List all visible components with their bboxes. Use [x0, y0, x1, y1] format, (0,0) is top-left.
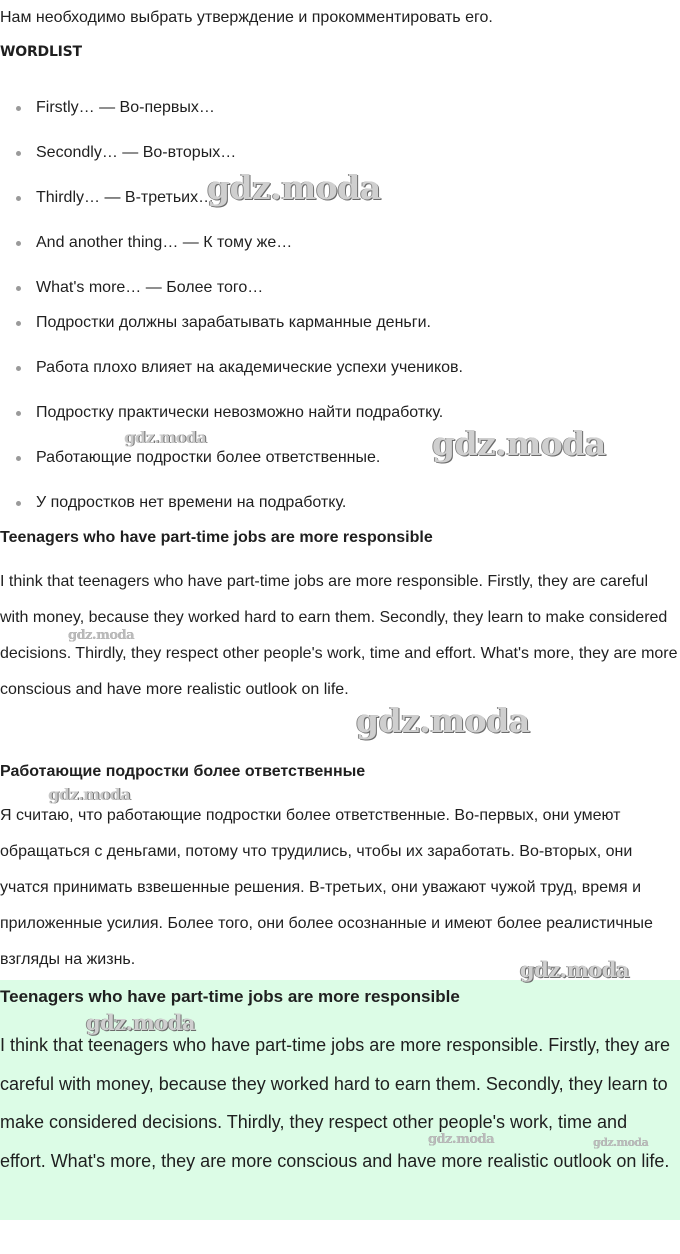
section-heading-ru: Работающие подростки более ответственные [0, 763, 366, 780]
section-heading-en: Teenagers who have part-time jobs are more responsible [0, 529, 433, 546]
paragraph-green: I think that teenagers who have part-time jobs are more responsible. Firstly, they are careful with money, because they worked hard to earn them. Secondly, they learn to make considered decisions. Thirdly, they respect other people's work, time and effort. What's more, they are more conscious and have more realistic outlook on life. [0, 1035, 670, 1171]
section-heading-green: Teenagers who have part-time jobs are more responsible [0, 987, 460, 1006]
intro-text: Нам необходимо выбрать утверждение и прокомментировать его. [0, 9, 493, 26]
bullet-icon [16, 241, 21, 246]
bullet-icon [16, 366, 21, 371]
watermark-logo: gdz.moda [86, 1010, 196, 1035]
bullet-icon [16, 151, 21, 156]
watermark-logo: gdz.moda [428, 1132, 495, 1147]
watermark-logo: gdz.moda [520, 957, 630, 982]
bullet-icon [16, 196, 21, 201]
bullet-icon [16, 106, 21, 111]
bullet-icon [16, 411, 21, 416]
watermark-logo: gdz.moda [68, 628, 135, 643]
watermark-logo: gdz.moda [356, 701, 530, 740]
bullet-icon [16, 501, 21, 506]
bullet-icon [16, 456, 21, 461]
watermark-logo: gdz.moda [48, 785, 131, 804]
paragraph-en: I think that teenagers who have part-time jobs are more responsible. Firstly, they are careful with money, because they worked hard to earn them. Secondly, they learn to make considered decisions. Thirdly, they respect other people's work, time and effort. What's more, they are more conscious and have more realistic outlook on life. [0, 573, 678, 698]
watermark-logo: gdz.moda [432, 424, 606, 463]
paragraph-ru: Я считаю, что работающие подростки более ответственные. Во-первых, они умеют обращаться с деньгами, потому что трудились, чтобы их заработать. Во-вторых, они учатся принимать взвешенные решения. В-третьих, они уважают чужой труд, время и приложенные усилия. Более того, они более осознанные и имеют более реалистичные взгляды на жизнь. [0, 807, 653, 968]
wordlist-title: WORDLIST [0, 44, 82, 60]
bullet-icon [16, 321, 21, 326]
watermark-logo: gdz.moda [207, 168, 381, 207]
watermark-logo: gdz.moda [124, 428, 207, 447]
watermark-logo: gdz.moda [593, 1136, 649, 1149]
bullet-icon [16, 286, 21, 291]
